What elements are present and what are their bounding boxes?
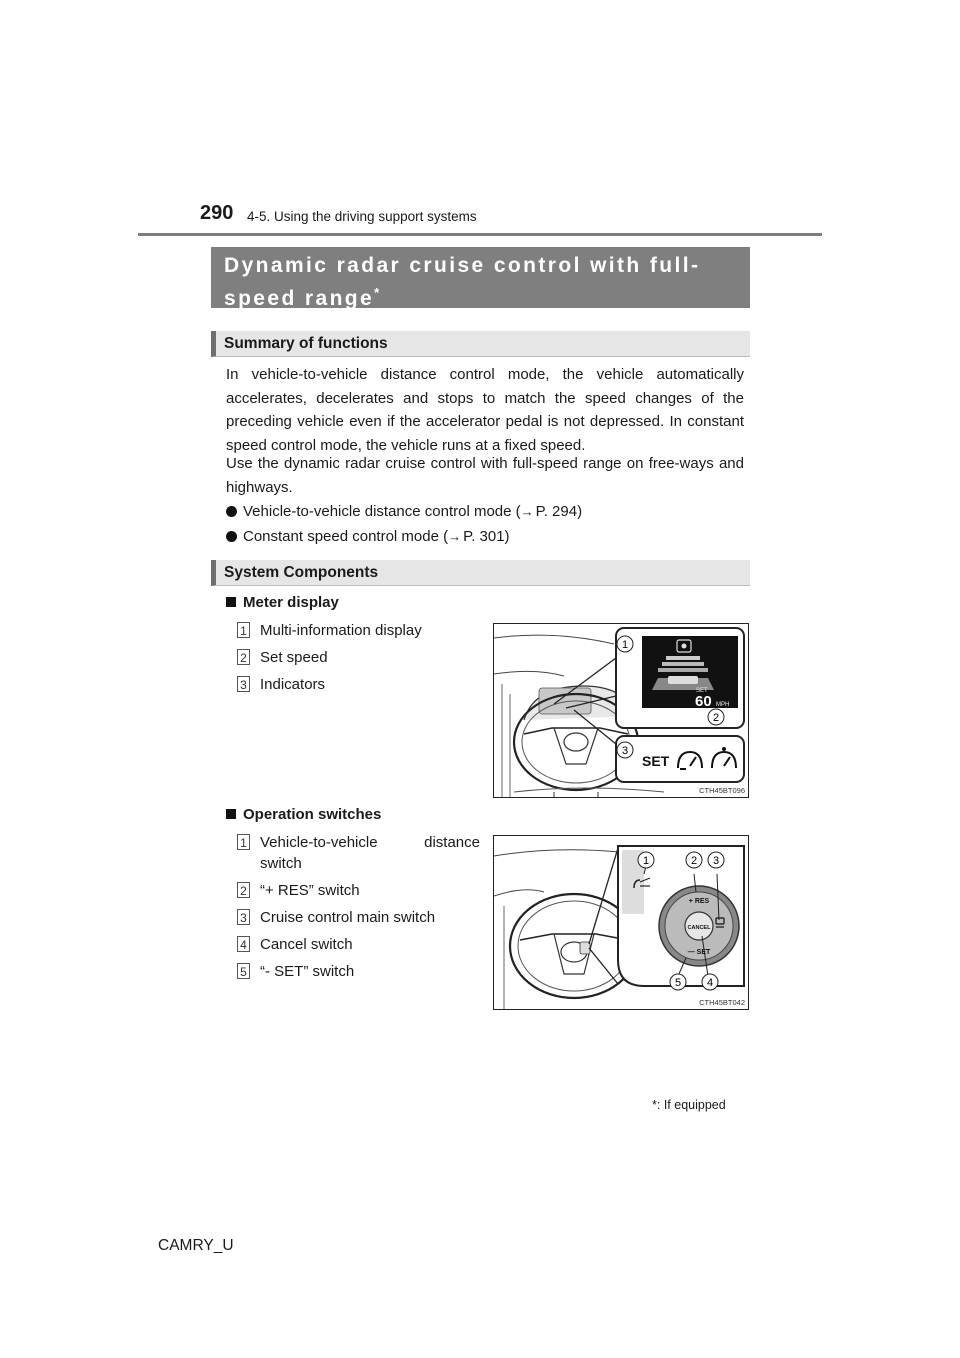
running-header: 4-5. Using the driving support systems [247, 209, 477, 224]
set-switch-label: — SET [687, 949, 711, 956]
indicator-set-label: SET [642, 753, 670, 769]
page-ref-link[interactable]: P. 301) [463, 528, 510, 545]
callout-5: 5 [674, 977, 682, 989]
title-line-1: Dynamic radar cruise control with full- [224, 254, 701, 277]
callout-3: 3 [712, 855, 720, 867]
callout-4: 4 [706, 977, 714, 989]
callout-3: 3 [621, 745, 629, 757]
switches-illustration [494, 836, 748, 1009]
operation-switches-figure [493, 835, 749, 1010]
summary-heading: Summary of functions [211, 331, 750, 357]
page-number: 290 [200, 202, 234, 224]
arrow-icon: → [520, 504, 534, 519]
bullet-constant-mode: Constant speed control mode (→ P. 301) [226, 527, 510, 547]
title-text-2: speed range [224, 287, 375, 310]
meter-display-heading: Meter display [226, 594, 339, 611]
bullet-dot [226, 531, 237, 542]
title-line-2 [224, 279, 750, 312]
callout-2: 2 [690, 855, 698, 867]
page-ref-link[interactable]: P. 294) [535, 503, 583, 520]
operation-switches-heading: Operation switches [226, 806, 381, 823]
footnote-text: : If equipped [656, 1098, 726, 1112]
callout-1: 1 [642, 855, 650, 867]
header-rule [138, 233, 822, 236]
footnote-asterisk: * [652, 1098, 657, 1112]
bullet-dot [226, 506, 237, 517]
bullet-distance-mode: Vehicle-to-vehicle distance control mode (→ P. 294) [226, 502, 582, 522]
footnote [652, 1098, 726, 1112]
display-set-label: SET [696, 688, 708, 694]
callout-1: 1 [621, 639, 629, 651]
components-heading: System Components [211, 560, 750, 586]
arrow-icon: → [448, 529, 462, 544]
square-bullet-icon [226, 597, 236, 607]
meter-illustration [494, 624, 748, 797]
res-switch-label: + RES [688, 898, 710, 905]
title-banner [211, 247, 750, 308]
title-asterisk: * [374, 285, 380, 300]
display-set-speed: 60 [695, 693, 712, 710]
figure-code: CTH45BT042 [699, 998, 745, 1007]
summary-paragraph-1: In vehicle-to-vehicle distance control mode, the vehicle automatically accelerates, decelerates and stops to match the speed changes of the preceding vehicle even if the accelerator pedal is not depressed. In constant speed control mode, the vehicle runs at a fixed speed. [226, 366, 744, 454]
callout-2: 2 [712, 712, 720, 724]
cancel-switch-label: CANCEL [687, 925, 711, 931]
footer-model-code: CAMRY_U [158, 1237, 234, 1254]
meter-display-figure [493, 623, 749, 798]
display-unit: MPH [716, 702, 730, 708]
summary-paragraph-2: Use the dynamic radar cruise control with full-speed range on free-ways and highways. [226, 455, 744, 496]
square-bullet-icon [226, 809, 236, 819]
figure-code: CTH45BT096 [699, 786, 745, 795]
